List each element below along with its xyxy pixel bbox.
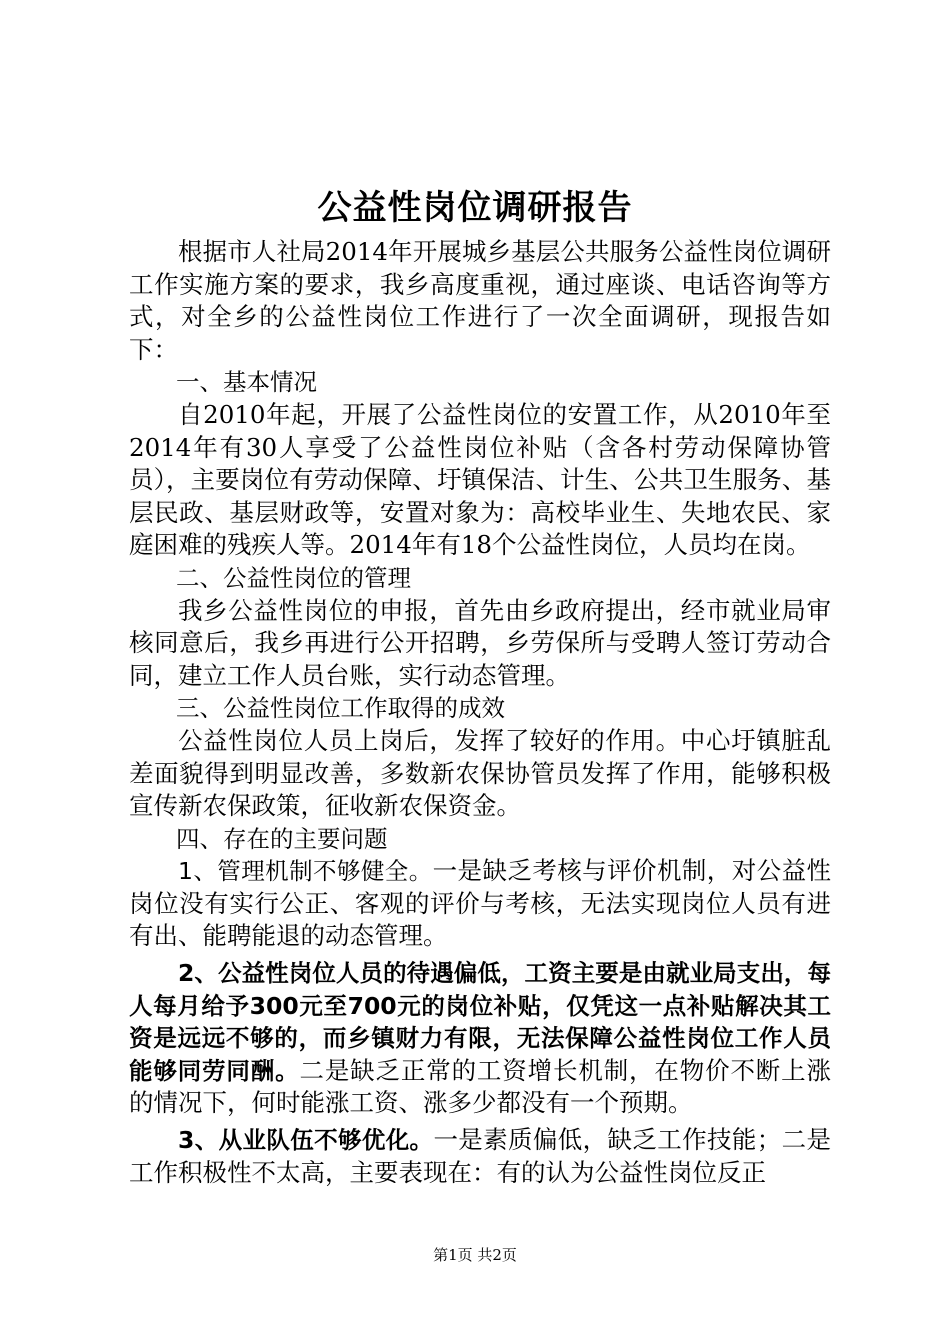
- document-title: 公益性岗位调研报告: [317, 188, 633, 228]
- section-heading-management: 二、公益性岗位的管理: [176, 563, 411, 592]
- page-footer: 第1页 共2页: [433, 1246, 517, 1264]
- problem-item-3-text: 一是素质偏低，缺乏工作技能；二是工作积极性不太高，主要表现在：有的认为公益性岗位反正: [129, 1125, 831, 1187]
- section-paragraph-results: 公益性岗位人员上岗后，发挥了较好的作用。中心圩镇脏乱差面貌得到明显改善，多数新农保协管员发挥了作用，能够积极宣传新农保政策，征收新农保资金。: [129, 725, 831, 821]
- problem-item-2-text: 二是缺乏正常的工资增长机制，在物价不断上涨的情况下，何时能涨工资、涨多少都没有一个预期。: [129, 1055, 832, 1118]
- problem-item-3: [129, 1124, 831, 1189]
- problem-item-1-text: 一是缺乏考核与评价机制，对公益性岗位没有实行公正、客观的评价与考核，无法实现岗位人员有进有出、能聘能退的动态管理。: [129, 856, 831, 951]
- section-paragraph-management: 我乡公益性岗位的申报，首先由乡政府提出，经市就业局审核同意后，我乡再进行公开招聘，乡劳保所与受聘人签订劳动合同，建立工作人员台账，实行动态管理。: [129, 595, 831, 690]
- section-heading-problems: 四、存在的主要问题: [176, 824, 388, 853]
- section-heading-basic-situation: 一、基本情况: [176, 368, 317, 397]
- problem-item-2: [129, 957, 831, 1120]
- document-body: [129, 236, 831, 1189]
- section-paragraph-basic-situation: 自2010年起，开展了公益性岗位的安置工作，从2010年至2014年有30人享受了公益性岗位补贴（含各村劳动保障协管员），主要岗位有劳动保障、圩镇保洁、计生、公共卫生服务、基层民政、基层财政等，安置对象为：高校毕业生、失地农民、家庭困难的残疾人等。2014年有18个公益性岗位，人员均在岗。: [129, 399, 831, 560]
- section-heading-results: 三、公益性岗位工作取得的成效: [176, 694, 505, 723]
- intro-paragraph: 根据市人社局2014年开展城乡基层公共服务公益性岗位调研工作实施方案的要求，我乡高度重视，通过座谈、电话咨询等方式，对全乡的公益性岗位工作进行了一次全面调研，现报告如下：: [129, 237, 831, 364]
- problem-item-1-lead: 1、管理机制不够健全。: [178, 857, 433, 886]
- problem-item-3-lead: 3、从业队伍不够优化。: [178, 1126, 434, 1155]
- problem-item-1: [129, 855, 831, 953]
- problem-item-2-lead: 2、公益性岗位人员的待遇偏低，工资主要是由就业局支出，每人每月给予300元至700元的岗位补贴，仅凭这一点补贴解决其工资是远远不够的，而乡镇财力有限，无法保障公益性岗位工作人员能够同劳同酬。: [129, 959, 831, 1085]
